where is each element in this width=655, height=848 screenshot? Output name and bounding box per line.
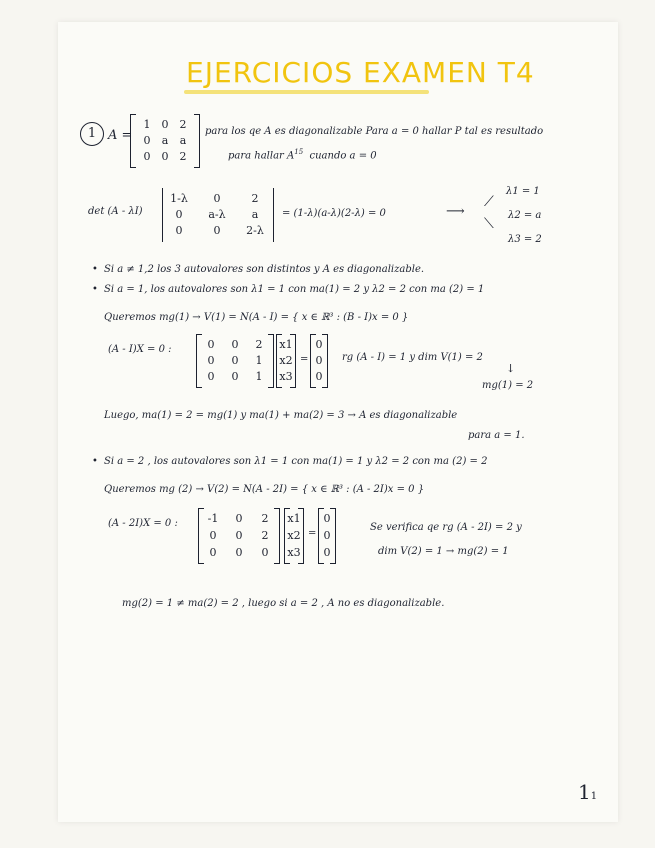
statement-line-1: para los qe A es diagonalizable Para a = 0 hallar P tal es resultado: [205, 126, 544, 137]
bullet-icon: •: [92, 264, 98, 275]
case-a1-mg: mg(1) = 2: [482, 380, 534, 391]
case-a1-intro: Si a = 1, los autovalores son λ1 = 1 con ma(1) = 2 y λ2 = 2 con ma (2) = 1: [104, 284, 485, 295]
eigen-1: λ1 = 1: [506, 186, 540, 197]
right-arrow-icon: ⟶: [446, 204, 465, 219]
case-a2-queremos: Queremos mg (2) → V(2) = N(A - 2I) = { x ∈ ℝ³ : (A - 2I)x = 0 }: [104, 484, 425, 495]
case-a1-rank: rg (A - I) = 1 y dim V(1) = 2: [342, 352, 483, 363]
case-a1-zeros: 0 0 0: [310, 334, 328, 388]
A-label: A =: [108, 128, 133, 143]
matrix-A: 1 0 2 0 a a 0 0 2: [130, 114, 200, 168]
case-a1-system-label: (A - I)X = 0 :: [108, 344, 172, 355]
case-a2-vars: x1 x2 x3: [284, 508, 304, 564]
case-a2-zeros: 0 0 0: [318, 508, 336, 564]
det-prefix: det (A - λI): [88, 206, 143, 217]
page-number: 11: [578, 780, 598, 804]
fork-arrow-down-icon: ⟍: [484, 216, 494, 232]
page-title: EJERCICIOS EXAMEN T4: [186, 56, 535, 89]
case-a2-verify: Se verifica qe rg (A - 2I) = 2 y: [370, 522, 522, 533]
case-a2-conclusion: mg(2) = 1 ≠ ma(2) = 2 , luego si a = 2 , A no es diagonalizable.: [122, 598, 445, 609]
case-a1-queremos: Queremos mg(1) → V(1) = N(A - I) = { x ∈ ℝ³ : (B - I)x = 0 }: [104, 312, 409, 323]
bullet-icon: •: [92, 456, 98, 467]
det-result: = (1-λ)(a-λ)(2-λ) = 0: [282, 208, 386, 219]
exercise-number-badge: 1: [80, 122, 104, 146]
equals-sign: =: [308, 528, 317, 539]
equals-sign: =: [300, 354, 309, 365]
down-arrow-icon: ↓: [506, 362, 516, 375]
title-highlight: [184, 90, 429, 94]
det-matrix: 1-λ 0 2 0 a-λ a 0 0 2-λ: [162, 188, 274, 242]
eigen-3: λ3 = 2: [508, 234, 542, 245]
case-a2-matrix: -1 0 2 0 0 2 0 0 0: [198, 508, 280, 564]
bullet-icon: •: [92, 284, 98, 295]
case-a2-intro: Si a = 2 , los autovalores son λ1 = 1 con ma(1) = 1 y λ2 = 2 con ma (2) = 2: [104, 456, 488, 467]
eigen-2: λ2 = a: [508, 210, 542, 221]
case-a2-dim: dim V(2) = 1 → mg(2) = 1: [378, 546, 509, 557]
fork-arrows-icon: ⟋: [484, 194, 494, 210]
case-distinct: Si a ≠ 1,2 los 3 autovalores son distintos y A es diagonalizable.: [104, 264, 425, 275]
statement-line-2: para hallar $A^{15}$ cuando a = 0: [228, 148, 377, 162]
case-a1-matrix: 0 0 2 0 0 1 0 0 1: [196, 334, 274, 388]
case-a2-system-label: (A - 2I)X = 0 :: [108, 518, 178, 529]
case-a1-conclusion: Luego, ma(1) = 2 = mg(1) y ma(1) + ma(2) = 3 → A es diagonalizable: [104, 410, 458, 421]
case-a1-vars: x1 x2 x3: [276, 334, 296, 388]
case-a1-conclusion-2: para a = 1.: [468, 430, 525, 441]
